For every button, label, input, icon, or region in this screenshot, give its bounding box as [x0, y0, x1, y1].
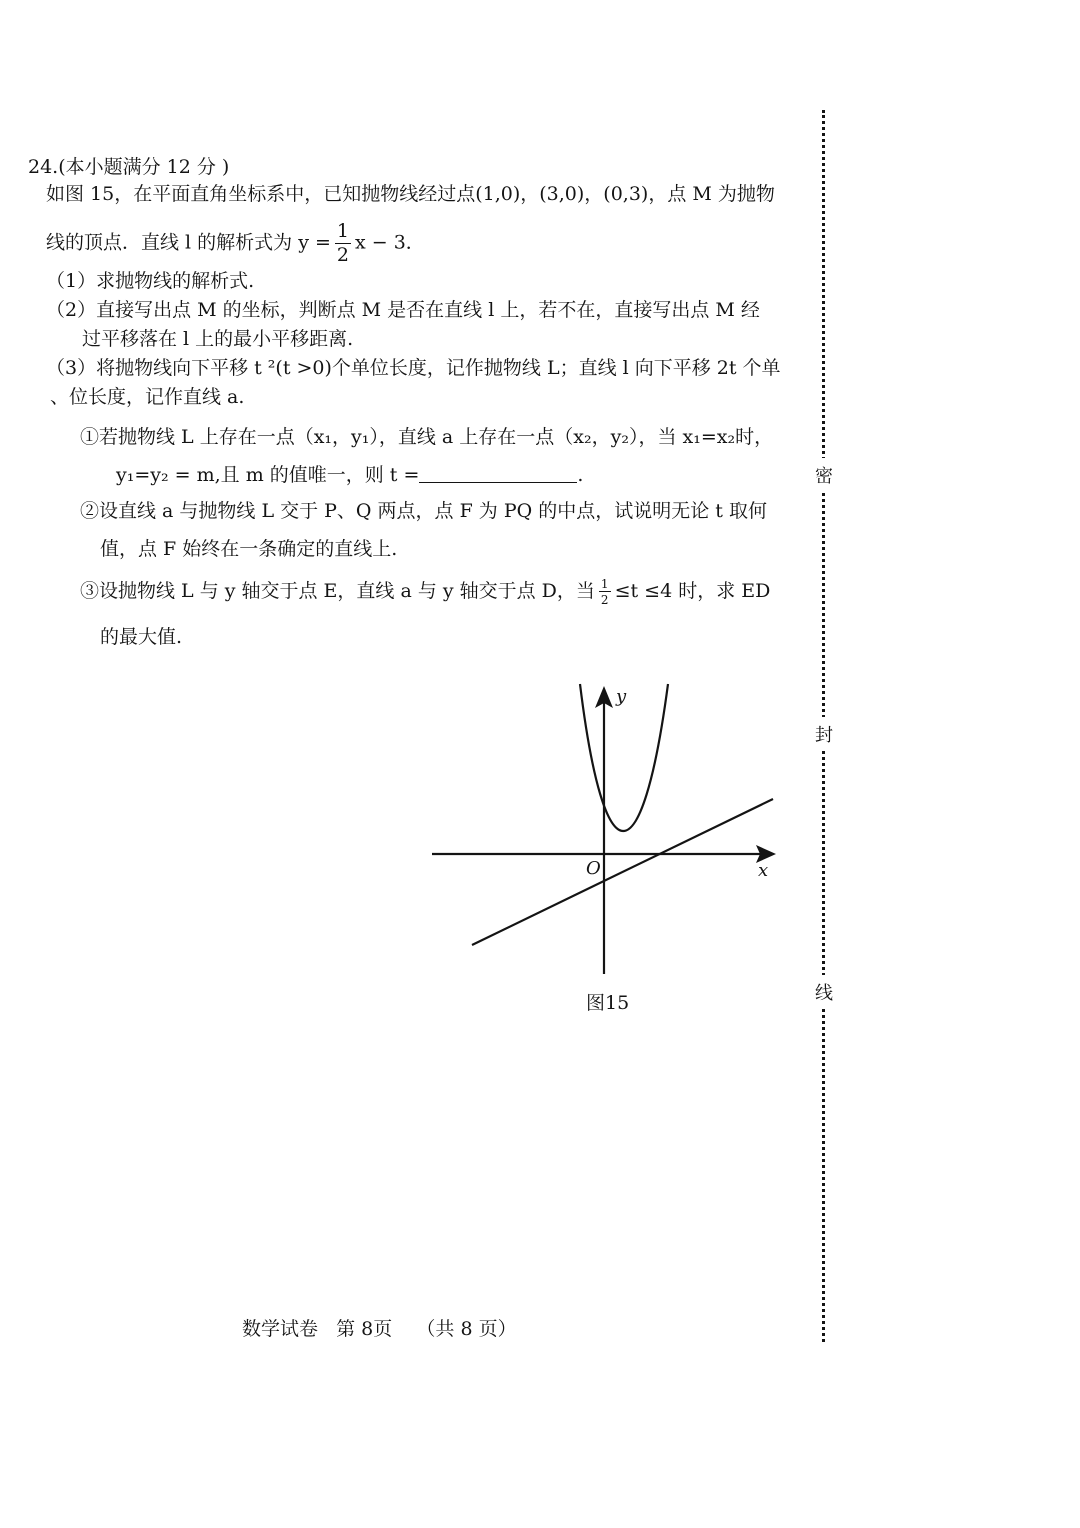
part-2-line2: 过平移落在 l 上的最小平移距离. — [82, 328, 354, 350]
sub1-line2-prefix: y₁=y₂ = m,且 m 的值唯一，则 t = — [116, 464, 420, 486]
binding-char-feng: 封 — [815, 717, 833, 751]
part-3-line1: （3）将抛物线向下平移 t ²(t >0)个单位长度，记作抛物线 L；直线 l 向下平移 2t 个单 — [46, 357, 781, 379]
sub-question-1-line1: ①若抛物线 L 上存在一点（x₁，y₁），直线 a 上存在一点（x₂，y₂），当 x₁=x₂时， — [80, 426, 774, 448]
sub-question-3-line2: 的最大值. — [100, 626, 183, 648]
figure-caption: 图15 — [586, 992, 630, 1014]
sub3-line1-prefix: ③设抛物线 L 与 y 轴交于点 E，直线 a 与 y 轴交于点 D，当 — [80, 580, 595, 602]
fraction-denominator: 2 — [600, 593, 609, 607]
fraction-denominator: 2 — [336, 244, 349, 266]
intro-line2-prefix: 线的顶点．直线 l 的解析式为 y = — [46, 231, 331, 254]
sub1-line2-suffix: . — [577, 464, 584, 486]
problem-header: 24.(本小题满分 12 分 ) — [28, 156, 230, 178]
part-1: （1）求抛物线的解析式. — [46, 270, 255, 292]
sub-question-2-line2: 值，点 F 始终在一条确定的直线上. — [100, 538, 398, 560]
line-l — [472, 799, 773, 945]
page-footer: 数学试卷 第 8页 （共 8 页） — [242, 1318, 517, 1340]
intro-line2-suffix: x − 3． — [354, 231, 425, 254]
part-2-line1: （2）直接写出点 M 的坐标，判断点 M 是否在直线 l 上，若不在，直接写出点 M 经 — [46, 299, 760, 321]
binding-char-mi: 密 — [815, 458, 833, 492]
origin-label: O — [586, 858, 601, 879]
y-axis-label: y — [616, 686, 627, 707]
x-axis-label: x — [758, 860, 769, 881]
binding-char-xian: 线 — [815, 975, 833, 1009]
sub3-line1-suffix: ≤t ≤4 时，求 ED — [614, 580, 771, 602]
part-3-line2: 、位长度，记作直线 a. — [50, 386, 245, 408]
sub-question-2-line1: ②设直线 a 与抛物线 L 交于 P、Q 两点，点 F 为 PQ 的中点，试说明无论 t 取何 — [80, 500, 767, 522]
fraction-numerator: 1 — [600, 577, 609, 591]
problem-intro-line1: 如图 15，在平面直角坐标系中，已知抛物线经过点(1,0)，(3,0)，(0,3)，点 M 为抛物 — [46, 183, 775, 205]
fraction-numerator: 1 — [336, 220, 349, 242]
